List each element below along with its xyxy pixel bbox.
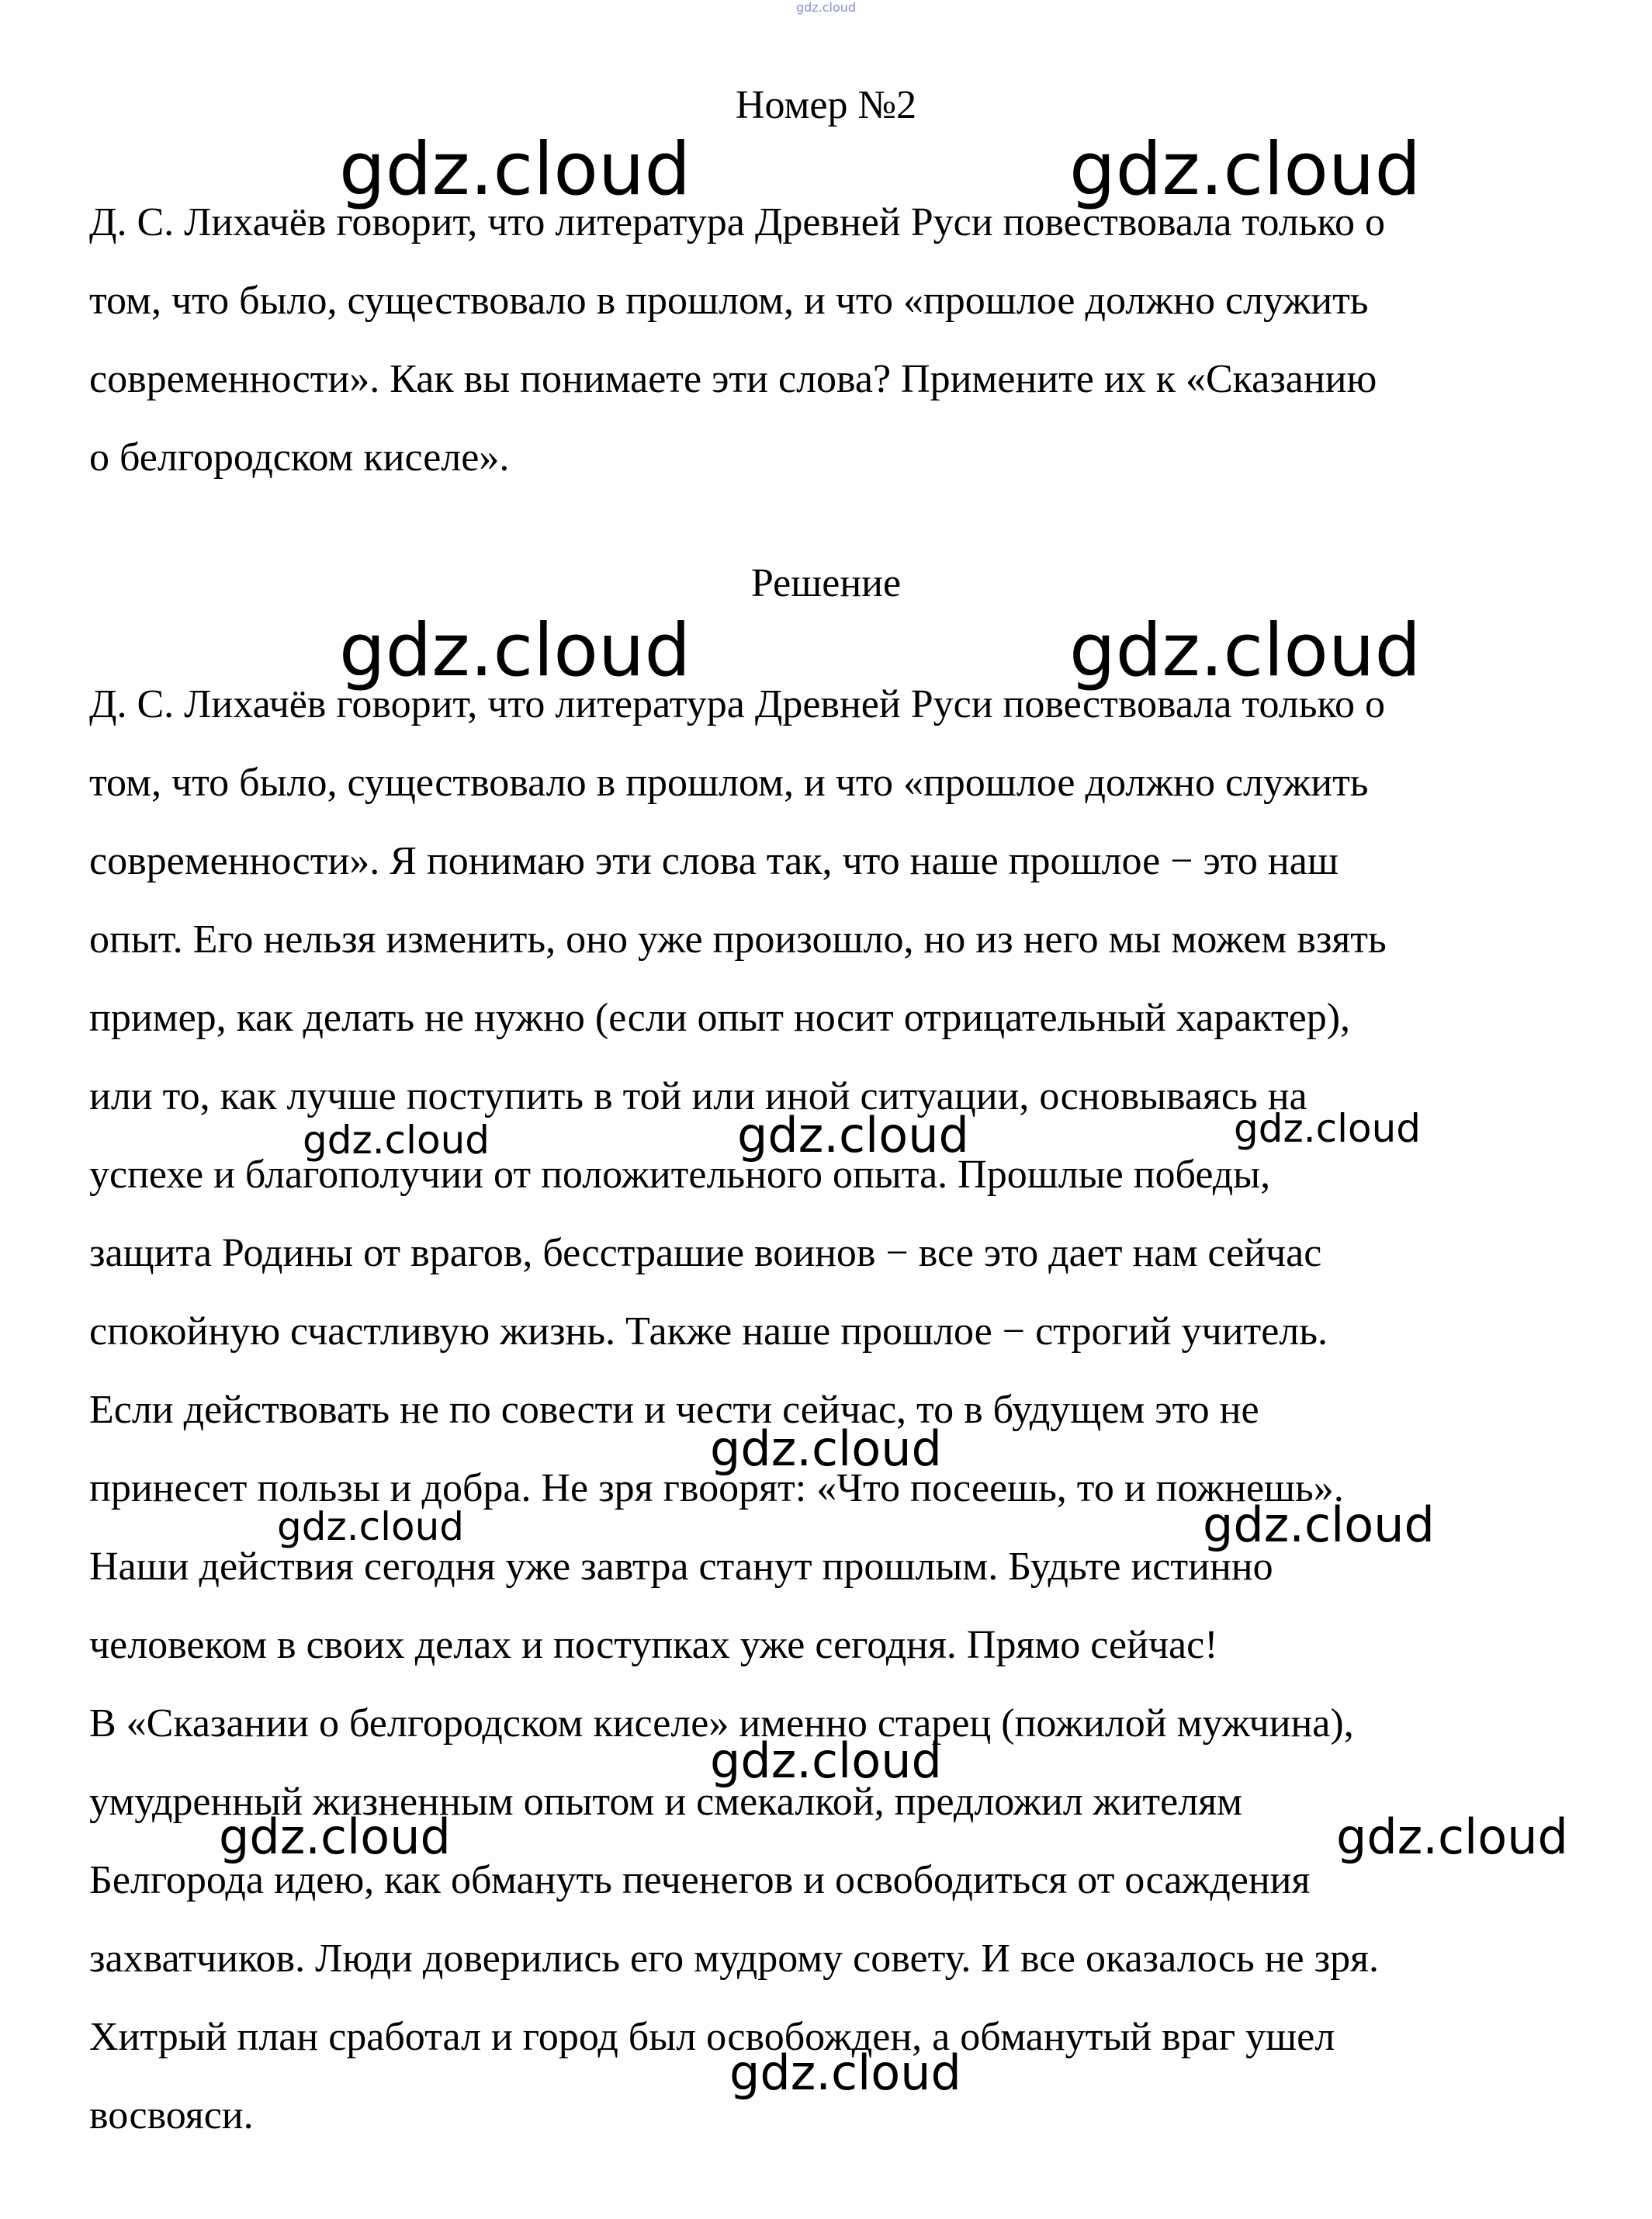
- watermark: gdz.cloud: [1069, 608, 1422, 693]
- watermark: gdz.cloud: [729, 2044, 961, 2101]
- watermark: gdz.cloud: [710, 1732, 942, 1789]
- solution-line: опыт. Его нельзя изменить, оно уже произошло, но из него мы можем взять: [89, 917, 1387, 962]
- task-title: Номер №2: [735, 83, 917, 127]
- solution-line: том, что было, существовало в прошлом, и что «прошлое должно служить: [89, 761, 1369, 805]
- watermark: gdz.cloud: [1336, 1808, 1568, 1865]
- solution-line: умудренный жизненным опытом и смекалкой, предложил жителям: [89, 1780, 1243, 1824]
- watermark: gdz.cloud: [339, 127, 691, 212]
- solution-line: Д. С. Лихачёв говорит, что литература Древней Руси повествовала только о: [89, 682, 1386, 726]
- solution-line: спокойную счастливую жизнь. Также наше прошлое − строгий учитель.: [89, 1309, 1328, 1354]
- task-text: [89, 183, 1598, 497]
- header-watermark: gdz.cloud: [795, 0, 857, 15]
- watermark: gdz.cloud: [277, 1504, 465, 1549]
- task-line: том, что было, существовало в прошлом, и что «прошлое должно служить: [89, 279, 1369, 323]
- watermark: gdz.cloud: [1069, 127, 1422, 212]
- watermark: gdz.cloud: [1203, 1496, 1435, 1553]
- solution-line: защита Родины от врагов, бесстрашие воинов − все это дает нам сейчас: [89, 1231, 1322, 1275]
- task-line: Д. С. Лихачёв говорит, что литература Древней Руси повествовала только о: [89, 200, 1386, 244]
- watermark: gdz.cloud: [1234, 1106, 1422, 1151]
- solution-line: пример, как делать не нужно (если опыт носит отрицательный характер),: [89, 996, 1351, 1040]
- solution-line: Белгорода идею, как обмануть печенегов и освободиться от осаждения: [89, 1858, 1311, 1902]
- solution-line: или то, как лучше поступить в той или иной ситуации, основываясь на: [89, 1074, 1307, 1118]
- watermark: gdz.cloud: [710, 1420, 942, 1477]
- solution-line: В «Сказании о белгородском киселе» именно старец (пожилой мужчина),: [89, 1701, 1354, 1746]
- watermark: gdz.cloud: [219, 1808, 451, 1865]
- solution-line: современности». Я понимаю эти слова так, что наше прошлое − это наш: [89, 839, 1339, 883]
- solution-line: Если действовать не по совести и чести сейчас, то в будущем это не: [89, 1388, 1259, 1432]
- watermark: gdz.cloud: [737, 1107, 969, 1163]
- solution-line: восвояси.: [89, 2093, 254, 2138]
- solution-line: Наши действия сегодня уже завтра станут прошлым. Будьте истинно: [89, 1545, 1273, 1589]
- solution-title: Решение: [750, 561, 902, 605]
- solution-line: Хитрый план сработал и город был освобожден, а обманутый враг ушел: [89, 2015, 1335, 2059]
- solution-line: принесет пользы и добра. Не зря гвоорят: «Что посеешь, то и пожнешь».: [89, 1466, 1344, 1510]
- solution-line: человеком в своих делах и поступках уже сегодня. Прямо сейчас!: [89, 1623, 1218, 1667]
- watermark: gdz.cloud: [339, 608, 691, 693]
- solution-text: [89, 665, 1598, 2155]
- solution-line: захватчиков. Люди доверились его мудрому совету. И все оказалось не зря.: [89, 1936, 1380, 1981]
- solution-line: успехе и благополучии от положительного опыта. Прошлые победы,: [89, 1153, 1271, 1197]
- watermark: gdz.cloud: [303, 1118, 490, 1163]
- task-line: о белгородском киселе».: [89, 435, 510, 480]
- task-line: современности». Как вы понимаете эти слова? Примените их к «Сказанию: [89, 357, 1377, 401]
